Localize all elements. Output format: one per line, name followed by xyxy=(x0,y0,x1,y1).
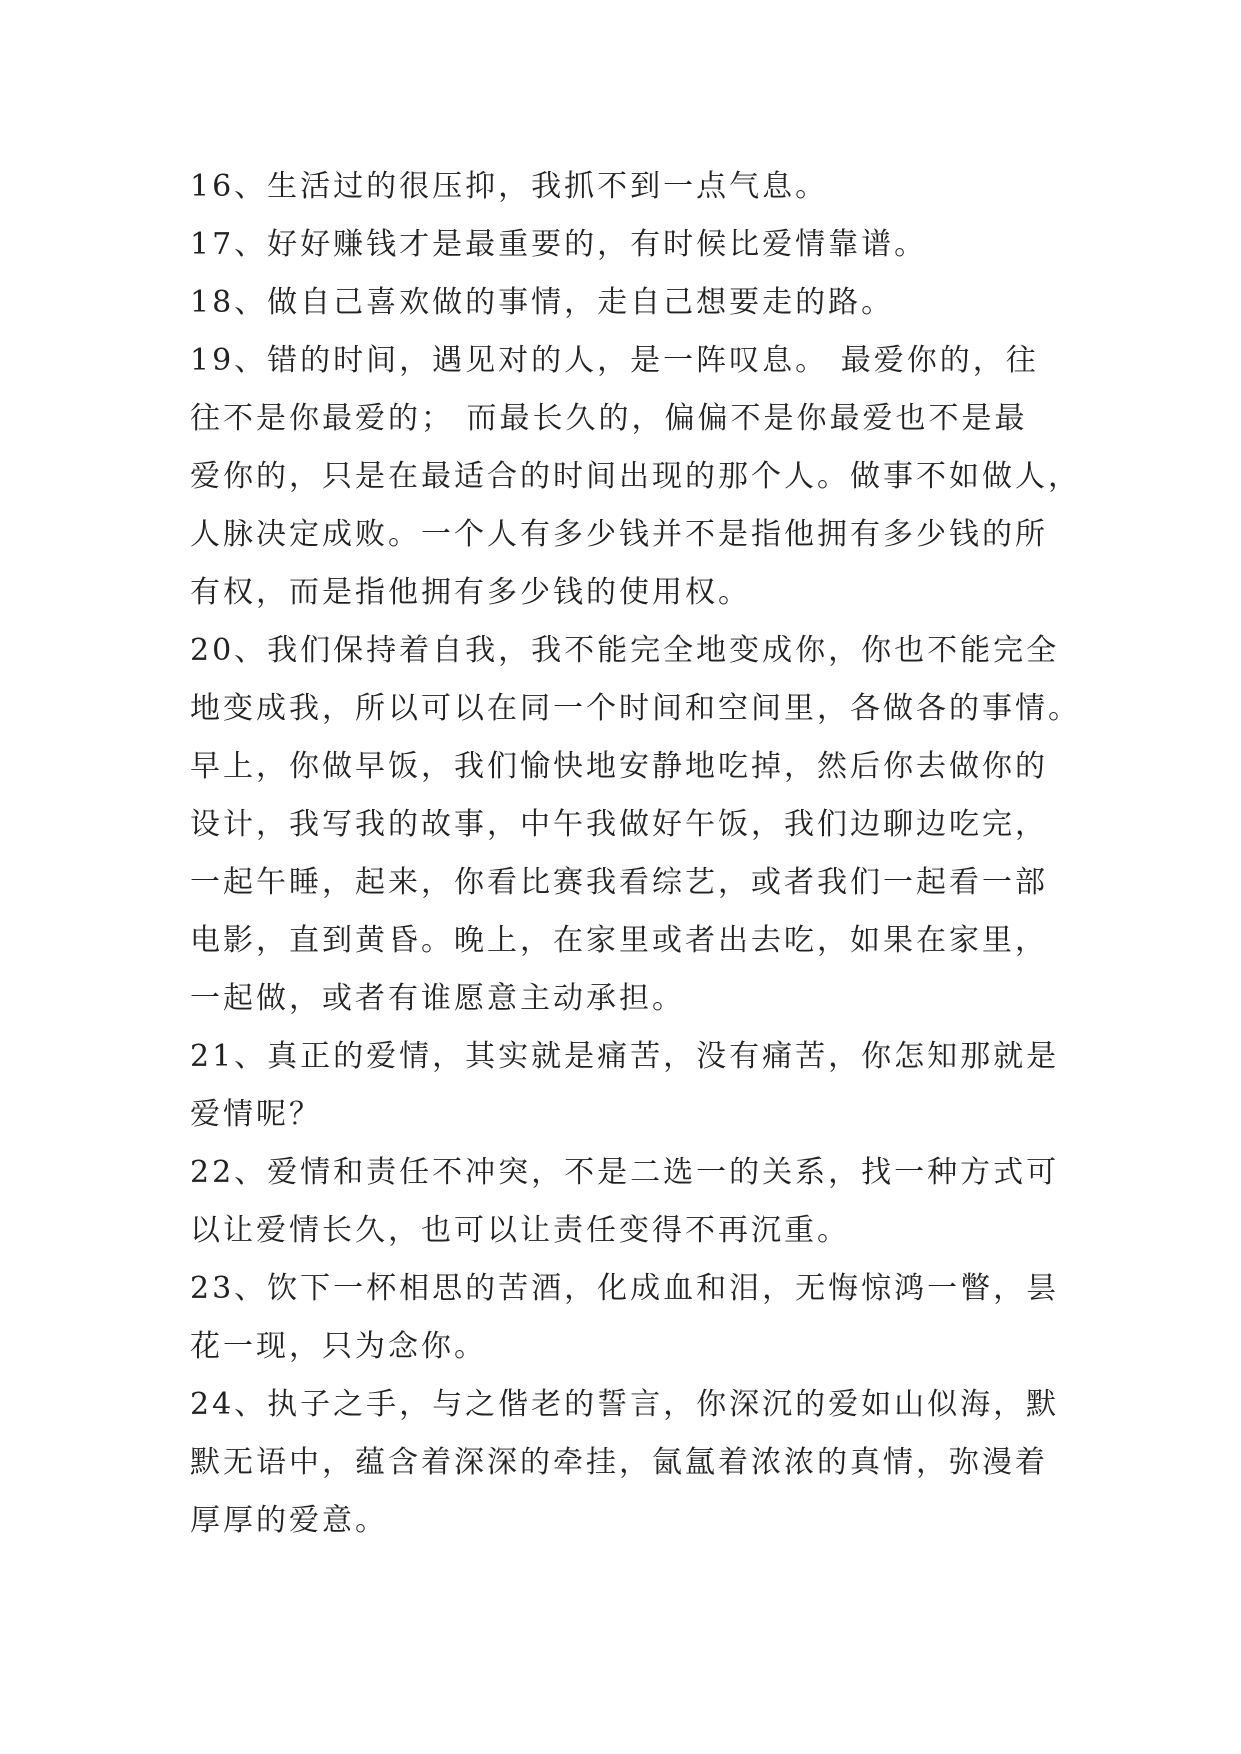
text-line: 以让爱情长久，也可以让责任变得不再沉重。 xyxy=(190,1213,850,1248)
text-line: 爱你的，只是在最适合的时间出现的那个人。做事不如做人， xyxy=(190,459,1081,494)
text-line: 23、饮下一杯相思的苦酒，化成血和泪，无悔惊鸿一瞥，昙 xyxy=(190,1271,1060,1306)
text-line: 早上，你做早饭，我们愉快地安静地吃掉，然后你去做你的 xyxy=(190,749,1048,784)
text-line: 17、好好赚钱才是最重要的，有时候比爱情靠谱。 xyxy=(190,227,928,262)
text-line: 默无语中，蕴含着深深的牵挂，氤氲着浓浓的真情，弥漫着 xyxy=(190,1445,1048,1480)
text-line: 一起做，或者有谁愿意主动承担。 xyxy=(190,981,685,1016)
text-line: 有权，而是指他拥有多少钱的使用权。 xyxy=(190,575,751,610)
text-line: 爱情呢？ xyxy=(190,1097,322,1132)
text-line: 花一现，只为念你。 xyxy=(190,1329,487,1364)
text-line: 21、真正的爱情，其实就是痛苦，没有痛苦，你怎知那就是 xyxy=(190,1039,1060,1074)
text-line: 16、生活过的很压抑，我抓不到一点气息。 xyxy=(190,169,829,204)
document-body xyxy=(190,158,1081,1550)
text-line: 24、执子之手，与之偕老的誓言，你深沉的爱如山似海，默 xyxy=(190,1387,1060,1422)
text-line: 地变成我，所以可以在同一个时间和空间里，各做各的事情。 xyxy=(190,691,1081,726)
text-line: 设计，我写我的故事，中午我做好午饭，我们边聊边吃完， xyxy=(190,807,1048,842)
text-line: 22、爱情和责任不冲突，不是二选一的关系，找一种方式可 xyxy=(190,1155,1060,1190)
text-line: 厚厚的爱意。 xyxy=(190,1503,388,1538)
text-line: 电影，直到黄昏。晚上，在家里或者出去吃，如果在家里， xyxy=(190,923,1048,958)
text-line: 人脉决定成败。一个人有多少钱并不是指他拥有多少钱的所 xyxy=(190,517,1048,552)
text-line: 19、错的时间，遇见对的人，是一阵叹息。 最爱你的，往 xyxy=(190,343,1039,378)
text-line: 一起午睡，起来，你看比赛我看综艺，或者我们一起看一部 xyxy=(190,865,1048,900)
text-line: 往不是你最爱的； 而最长久的，偏偏不是你最爱也不是最 xyxy=(190,401,1028,436)
text-line: 18、做自己喜欢做的事情，走自己想要走的路。 xyxy=(190,285,895,320)
text-line: 20、我们保持着自我，我不能完全地变成你，你也不能完全 xyxy=(190,633,1060,668)
